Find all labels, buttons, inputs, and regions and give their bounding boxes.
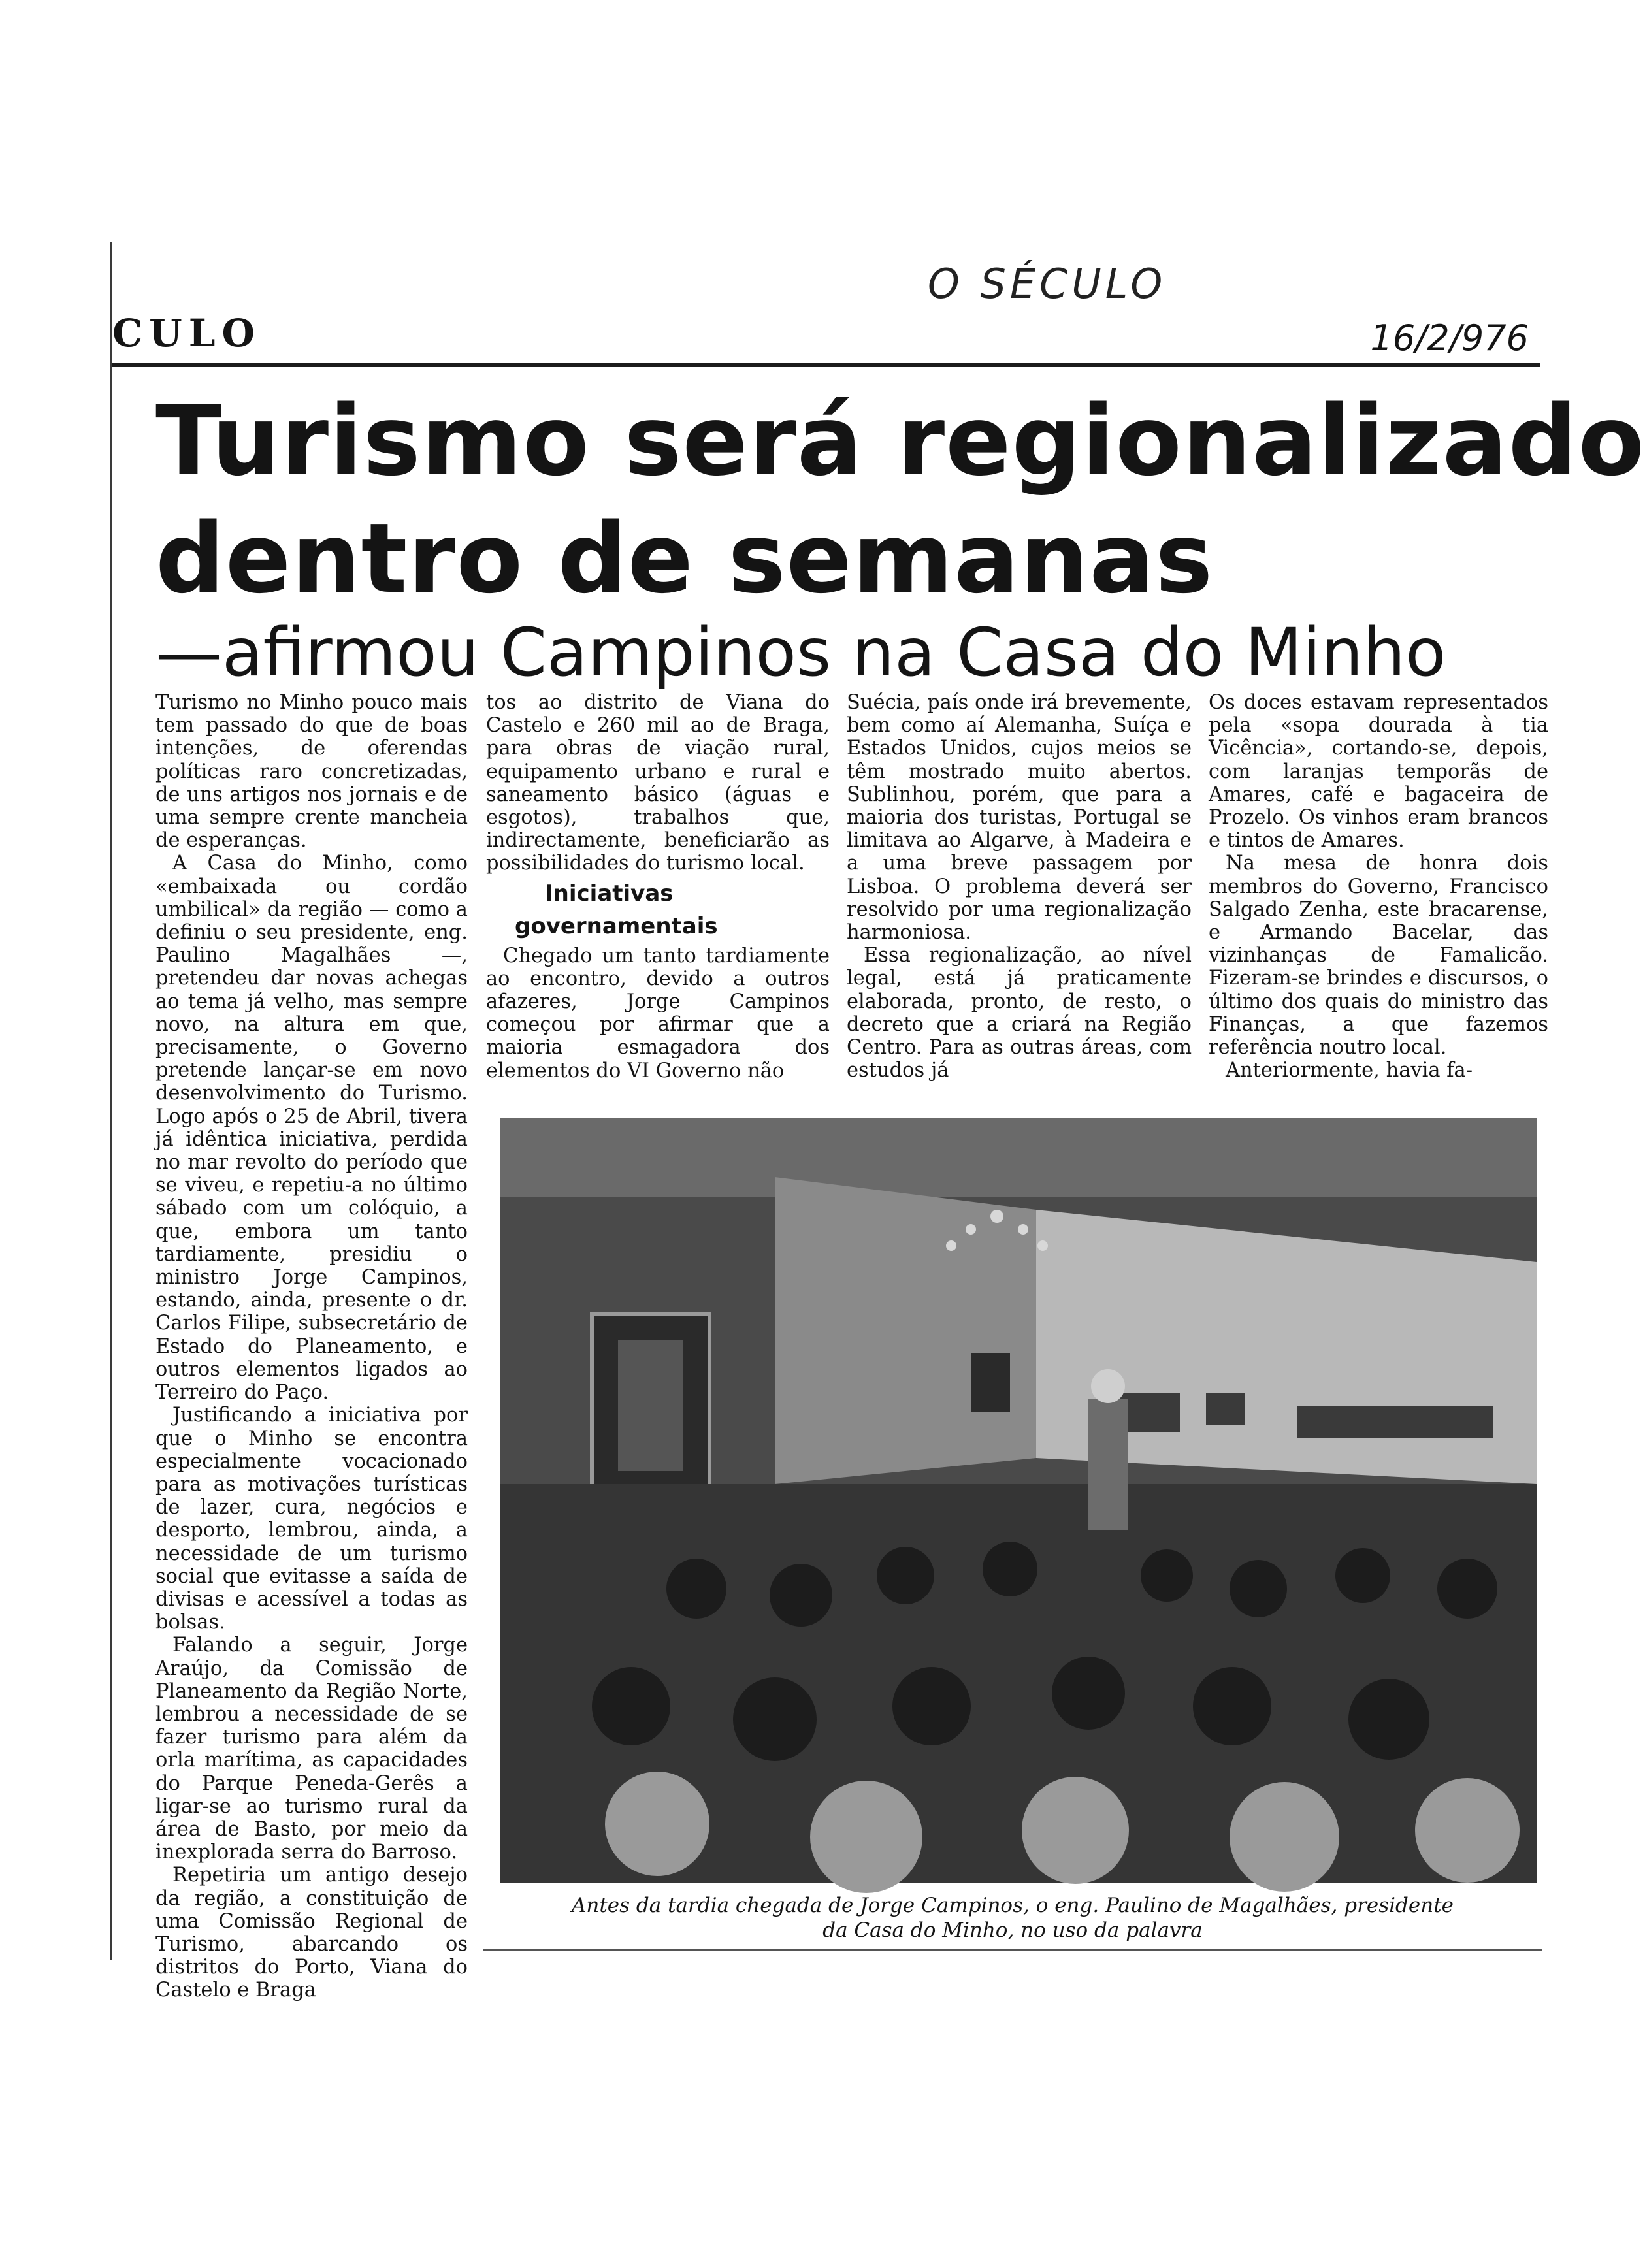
- paragraph: Anteriormente, havia fa-: [1226, 1059, 1473, 1082]
- paragraph: Falando a seguir, Jorge Araújo, da Comissão de Planeamento da Região Norte, lembrou a necessidade de se fazer turismo para além da orla marítima, as capacidades do Parque Peneda-Gerês a ligar-se ao turismo rural da área de Basto, por meio da inexplorada serra do Barroso.: [155, 1634, 468, 1864]
- masthead-fragment: CULO: [112, 311, 262, 355]
- paragraph: Turismo no Minho pouco mais tem passado do que de boas intenções, de oferendas políticas raro concretizadas, de uns artigos nos jornais e de uma sempre crente mancheia de esperanças.: [155, 691, 468, 852]
- article-column-4: [1209, 691, 1548, 1116]
- headline-line-2: dentro de semanas: [155, 502, 1214, 615]
- paragraph: A Casa do Minho, como «embaixada ou cordão umbilical» da região — como a definiu o seu presidente, eng. Paulino Magalhães —, pretendeu dar novas achegas ao tema já velho, mas sempre novo, na altura em que, precisamente, o Governo pretende lançar-se em novo desenvolvimento do Turismo. Logo após o 25 de Abril, tivera já idêntica iniciativa, perdida no mar revolto do período que se viveu, e repetiu-a no último sábado com um colóquio, a que, embora um tanto tardiamente, presidiu o ministro Jorge Campinos, estando, ainda, presente o dr. Carlos Filipe, subsecretário de Estado do Planeamento, e outros elementos ligados ao Terreiro do Paço.: [155, 852, 468, 1404]
- paragraph: tos ao distrito de Viana do Castelo e 260 mil ao de Braga, para obras de viação rural, equipamento urbano e rural e saneamento básico (águas e esgotos), trabalhos que, indirectamente, beneficiarão as possibilidades do turismo local.: [486, 691, 830, 875]
- caption-rule: [483, 1949, 1542, 1951]
- section-subtitle: Iniciativas: [545, 880, 674, 907]
- paragraph: Na mesa de honra dois membros do Governo, Francisco Salgado Zenha, este bracarense, e Armando Bacelar, das vizinhanças de Famalicão. Fizeram-se brindes e discursos, o último dos quais do ministro das Finanças, a que fazemos referência noutro local.: [1209, 852, 1548, 1060]
- paragraph: Chegado um tanto tardiamente ao encontro, devido a outros afazeres, Jorge Campinos começou por afirmar que a maioria esmagadora dos elementos do VI Governo não: [486, 944, 830, 1082]
- article-column-3: [847, 691, 1192, 1116]
- section-subtitle: governamentais: [515, 913, 718, 939]
- photo-caption: [483, 1893, 1542, 1943]
- paragraph: Justificando a iniciativa por que o Minho se encontra especialmente vocacionado para as motivações turísticas de lazer, cura, negócios e desporto, lembrou, ainda, a necessidade de um turismo social que evitasse a saída de divisas e acessível a todas as bolsas.: [155, 1404, 468, 1634]
- subheadline: —afirmou Campinos na Casa do Minho: [155, 614, 1446, 692]
- clipping-left-edge: [110, 242, 112, 1960]
- photo-caption-line-1: Antes da tardia chegada de Jorge Campinos, o eng. Paulino de Magalhães, presidente: [571, 1894, 1454, 1917]
- photo-caption-line-2: da Casa do Minho, no uso da palavra: [822, 1919, 1203, 1942]
- article-column-2: [486, 691, 830, 1116]
- handwritten-date: 16/2/976: [1370, 317, 1529, 359]
- paragraph: Essa regionalização, ao nível legal, está já praticamente elaborada, pronto, de resto, o decreto que a criará na Região Centro. Para as outras áreas, com estudos já: [847, 944, 1192, 1082]
- paragraph: Repetiria um antigo desejo da região, a constituição de uma Comissão Regional de Turismo, abarcando os distritos do Porto, Viana do Castelo e Braga: [155, 1864, 468, 2002]
- handwritten-source-label: O SÉCULO: [928, 260, 1167, 308]
- masthead-rule: [112, 363, 1540, 367]
- headline-line-1: Turismo será regionalizado: [155, 385, 1645, 497]
- article-photo: [500, 1118, 1537, 1883]
- paragraph: Os doces estavam representados pela «sopa dourada à tia Vicência», cortando-se, depois, com laranjas temporãs de Amares, café e bagaceira de Prozelo. Os vinhos eram brancos e tintos de Amares.: [1209, 691, 1548, 852]
- article-column-1: [155, 691, 468, 2002]
- paragraph: Suécia, país onde irá brevemente, bem como aí Alemanha, Suíça e Estados Unidos, cujos meios se têm mostrado muito abertos. Sublinhou, porém, que para a maioria dos turistas, Portugal se limitava ao Algarve, à Madeira e a uma breve passagem por Lisboa. O problema deverá ser resolvido por uma regionalização harmoniosa.: [847, 691, 1192, 945]
